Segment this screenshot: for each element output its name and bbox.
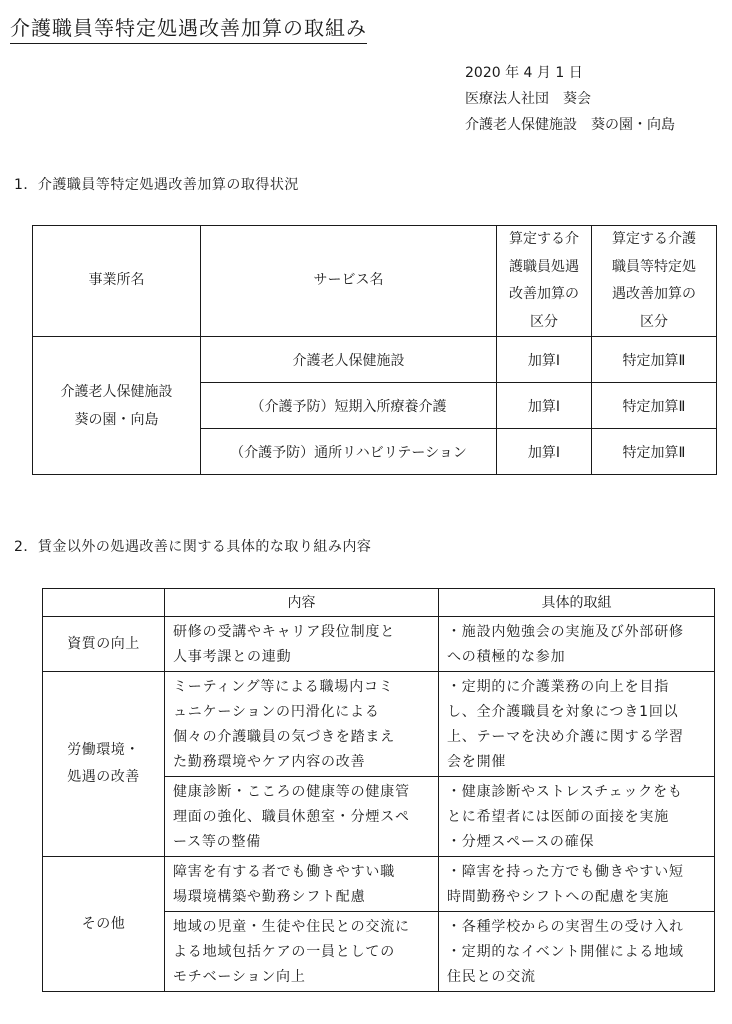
effort-cell — [439, 672, 715, 777]
category-label: その他 — [81, 915, 126, 932]
service-cell: 介護老人保健施設 — [201, 337, 497, 383]
content-line: 人事考課との連動 — [173, 649, 292, 665]
header-line: 職員等特定処 — [612, 258, 696, 275]
content-line: 場環境構築や勤務シフト配慮 — [173, 889, 366, 905]
content-line: ース等の整備 — [173, 834, 262, 850]
kaigo-addition-cell: 加算Ⅰ — [497, 337, 592, 383]
effort-line: とに希望者には医師の面接を実施 — [447, 809, 669, 825]
content-line: 研修の受講やキャリア段位制度と — [173, 624, 395, 640]
effort-line: ・定期的に介護業務の向上を目指 — [447, 679, 669, 695]
effort-line: 住民との交流 — [447, 969, 536, 985]
category-cell — [43, 672, 165, 857]
category-cell — [43, 857, 165, 992]
content-line: 健康診断・こころの健康等の健康管 — [173, 784, 410, 800]
effort-line: ・分煙スペースの確保 — [447, 834, 595, 850]
column-header-office: 事業所名 — [33, 226, 201, 337]
effort-line: ・健康診断やストレスチェックをも — [447, 784, 683, 800]
effort-line: ・定期的なイベント開催による地域 — [447, 944, 684, 960]
effort-cell — [439, 857, 715, 912]
office-name-line: 介護老人保健施設 — [60, 383, 173, 400]
content-cell — [165, 857, 439, 912]
content-cell — [165, 617, 439, 672]
document-meta — [465, 60, 675, 138]
content-line: 個々の介護職員の気づきを踏まえ — [173, 729, 395, 745]
content-line: よる地域包括ケアの一員としての — [173, 944, 395, 960]
effort-line: への積極的な参加 — [447, 649, 566, 665]
column-header-effort: 具体的取組 — [439, 589, 715, 617]
content-cell — [165, 672, 439, 777]
effort-line: 会を開催 — [447, 754, 507, 770]
content-cell — [165, 912, 439, 992]
kaigo-addition-cell: 加算Ⅰ — [497, 429, 592, 475]
effort-line: し、全介護職員を対象につき1回以 — [447, 704, 679, 720]
tokutei-addition-cell: 特定加算Ⅱ — [592, 337, 717, 383]
table-row — [43, 857, 715, 912]
office-name-cell — [33, 337, 201, 475]
section1-heading: 1．介護職員等特定処遇改善加算の取得状況 — [14, 177, 299, 193]
content-line: 理面の強化、職員休憩室・分煙スペ — [173, 809, 410, 825]
service-cell: （介護予防）通所リハビリテーション — [201, 429, 497, 475]
office-name-line: 葵の園・向島 — [74, 411, 159, 428]
content-line: ュニケーションの円滑化による — [173, 704, 380, 720]
effort-cell — [439, 912, 715, 992]
header-line: 算定する介 — [509, 231, 579, 247]
category-label: 処遇の改善 — [67, 769, 140, 785]
effort-line: ・各種学校からの実習生の受け入れ — [447, 919, 684, 935]
column-header-category — [43, 589, 165, 617]
table-row — [33, 337, 717, 383]
category-cell — [43, 617, 165, 672]
table-row — [43, 617, 715, 672]
content-line: モチベーション向上 — [173, 969, 306, 985]
effort-line: ・障害を持った方でも働きやすい短 — [447, 864, 684, 880]
header-line: 遇改善加算の — [612, 286, 696, 302]
content-line: た勤務環境やケア内容の改善 — [173, 754, 366, 770]
tokutei-addition-cell: 特定加算Ⅱ — [592, 383, 717, 429]
header-line: 区分 — [640, 313, 668, 330]
service-cell: （介護予防）短期入所療養介護 — [201, 383, 497, 429]
effort-line: ・施設内勉強会の実施及び外部研修 — [447, 624, 684, 640]
effort-line: 上、テーマを決め介護に関する学習 — [447, 729, 684, 745]
effort-cell — [439, 617, 715, 672]
table-row — [43, 672, 715, 777]
category-label: 資質の向上 — [67, 635, 140, 652]
header-line: 区分 — [530, 313, 558, 330]
category-label: 労働環境・ — [67, 742, 140, 758]
header-line: 改善加算の — [509, 286, 579, 302]
column-header-tokutei-addition — [592, 226, 717, 337]
tokutei-addition-cell: 特定加算Ⅱ — [592, 429, 717, 475]
corporation-name: 医療法人社団 葵会 — [465, 91, 591, 107]
document-date: 2020 年 4 月 1 日 — [465, 65, 583, 81]
content-line: ミーティング等による職場内コミ — [173, 679, 394, 695]
content-cell — [165, 777, 439, 857]
table-header-row — [43, 589, 715, 617]
facility-name: 介護老人保健施設 葵の園・向島 — [465, 117, 675, 133]
table-header-row — [33, 226, 717, 337]
page-title: 介護職員等特定処遇改善加算の取組み — [10, 14, 367, 44]
column-header-service: サービス名 — [201, 226, 497, 337]
effort-line: 時間勤務やシフトへの配慮を実施 — [447, 889, 669, 905]
column-header-kaigo-addition — [497, 226, 592, 337]
initiatives-table — [42, 588, 715, 992]
header-line: 算定する介護 — [612, 231, 696, 247]
section2-heading: 2．賃金以外の処遇改善に関する具体的な取り組み内容 — [14, 539, 372, 555]
acquisition-status-table — [32, 225, 717, 475]
content-line: 地域の児童・生徒や住民との交流に — [173, 919, 410, 935]
kaigo-addition-cell: 加算Ⅰ — [497, 383, 592, 429]
column-header-content: 内容 — [165, 589, 439, 617]
header-line: 護職員処遇 — [509, 258, 579, 275]
effort-cell — [439, 777, 715, 857]
content-line: 障害を有する者でも働きやすい職 — [173, 864, 395, 880]
